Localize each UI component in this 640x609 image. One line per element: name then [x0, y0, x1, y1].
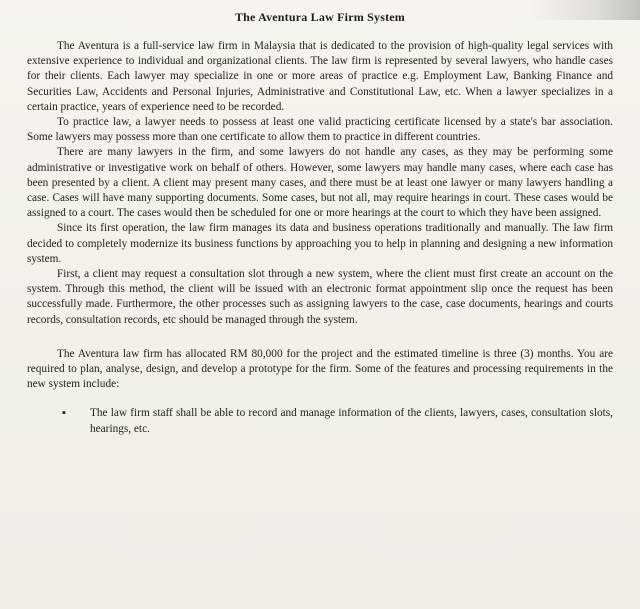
paragraph-practicing-certificate: To practice law, a lawyer needs to possess at least one valid practicing certificate licensed by a state's bar association. Some lawyers may possess more than one certificate to allow them to practice in different countries.	[27, 116, 613, 144]
requirements-list	[27, 406, 613, 436]
paragraph-consultation-process: First, a client may request a consultation slot through a new system, where the client must first create an account on the system. Through this method, the client will be issued with an electronic format appointment slip once the request has been successfully made. Furthermore, the other processes such as assigning lawyers to the case, case documents, hearings and courts records, consultation records, etc should be managed through the system.	[27, 268, 613, 326]
bullet-icon: ▪	[62, 407, 66, 420]
paragraph-budget-timeline: The Aventura law firm has allocated RM 80,000 for the project and the estimated timeline is three (3) months. You are required to plan, analyse, design, and develop a prototype for the firm. Some of the features and processing requirements in the new system include:	[27, 347, 613, 391]
page-edge-shadow	[530, 0, 640, 20]
paragraph-firm-overview: The Aventura is a full-service law firm in Malaysia that is dedicated to the provision of high-quality legal services with extensive experience to individual and organizational clients. The law firm is represented by several lawyers, who handle cases for their clients. Each lawyer may specialize in one or more areas of practice e.g. Employment Law, Banking Finance and Securities Law, Accidents and Personal Injuries, Administrative and Constitutional Law, etc. When a lawyer specializes in a certain practice, years of experience need to be recorded.	[27, 40, 613, 113]
list-item	[62, 406, 613, 436]
list-item-text: The law firm staff shall be able to record and manage information of the clients, lawyers, cases, consultation slots, hearings, etc.	[90, 407, 613, 435]
paragraph-lawyers-cases: There are many lawyers in the firm, and some lawyers do not handle any cases, as they may be performing some administrative or investigative work on behalf of others. However, some lawyers may handle many cases, where each case has been presented by a client. A client may present many cases, and there must be at least one lawyer or many lawyers handling a case. Cases will have many supporting documents. Some cases, but not all, may require hearings in court. These cases would be assigned to a court. The cases would then be scheduled for one or more hearings at the court to which they have been assigned.	[27, 146, 613, 220]
paragraph-modernization: Since its first operation, the law firm manages its data and business operations traditionally and manually. The law firm decided to completely modernize its business functions by approaching you to help in planning and designing a new information system.	[27, 222, 613, 265]
document-title: The Aventura Law Firm System	[234, 10, 406, 24]
